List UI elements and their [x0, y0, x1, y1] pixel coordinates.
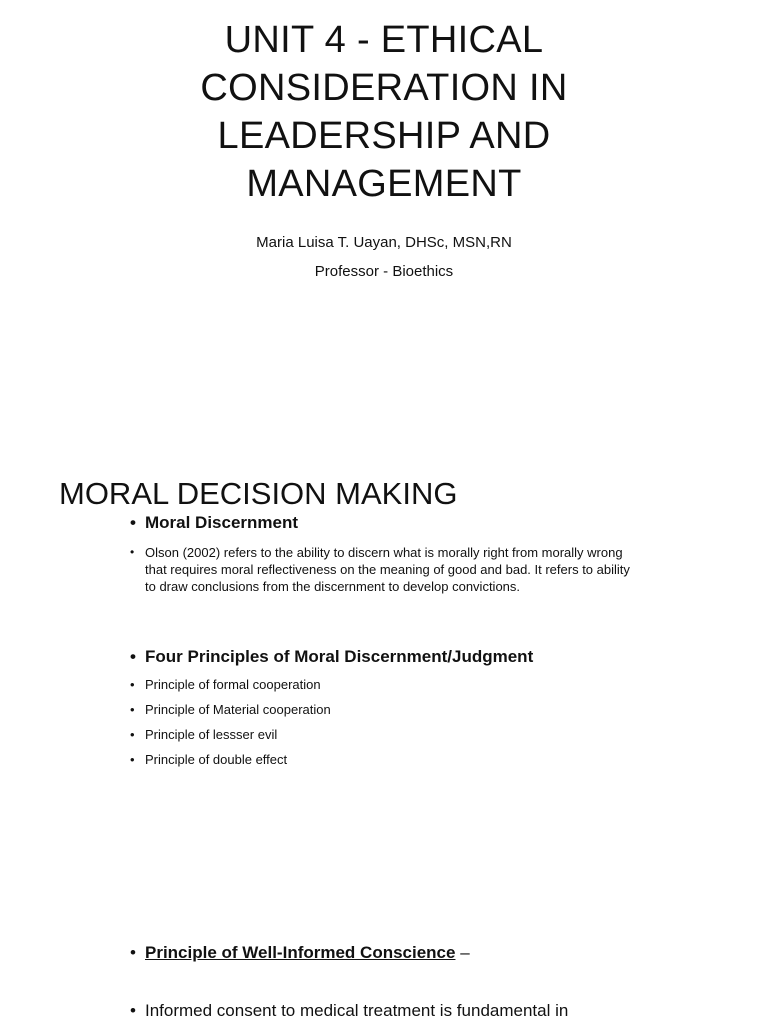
- bullet-dot: •: [130, 545, 135, 559]
- title-line: MANAGEMENT: [246, 163, 522, 205]
- bullet-dot: •: [130, 677, 135, 692]
- principle-text: Principle of lessser evil: [145, 727, 278, 742]
- bullet-moral-discernment: [130, 512, 298, 534]
- conscience-suffix: –: [455, 943, 470, 962]
- bullet-dot: •: [130, 647, 136, 666]
- title-line: CONSIDERATION IN: [200, 67, 568, 109]
- bullet-dot: •: [130, 1001, 136, 1020]
- principle-text: Principle of formal cooperation: [145, 677, 321, 692]
- principle-text: Principle of double effect: [145, 752, 288, 767]
- bullet-well-informed-conscience: [130, 942, 470, 964]
- conscience-label: Principle of Well-Informed Conscience: [145, 943, 456, 962]
- bullet-dot: •: [130, 752, 135, 767]
- bullet-label: Four Principles of Moral Discernment/Judgment: [145, 647, 534, 666]
- principle-item: [130, 701, 331, 718]
- bullet-dot: •: [130, 727, 135, 742]
- slide-title: [150, 16, 618, 208]
- description-text: Olson (2002) refers to the ability to discern what is morally right from morally wrong that requires moral reflectiveness on the meaning of good and bad. It refers to ability to draw conclusions from the discernment to develop convictions.: [145, 545, 630, 594]
- title-line: LEADERSHIP AND: [217, 115, 551, 157]
- title-line: UNIT 4 - ETHICAL: [224, 19, 544, 61]
- slide-heading: MORAL DECISION MAKING: [59, 476, 458, 511]
- principle-item: [130, 676, 321, 693]
- principle-item: [130, 726, 277, 743]
- discernment-description: [130, 544, 630, 595]
- bullet-four-principles: [130, 646, 533, 668]
- moral-decision-slide: [0, 460, 768, 1024]
- bullet-dot: •: [130, 702, 135, 717]
- bullet-dot: •: [130, 513, 136, 532]
- bullet-dot: •: [130, 943, 136, 962]
- title-slide: [0, 0, 768, 440]
- bullet-informed-consent: [130, 1000, 650, 1022]
- author-name: Maria Luisa T. Uayan, DHSc, MSN,RN: [256, 234, 512, 251]
- author-role: Professor - Bioethics: [314, 263, 454, 280]
- principle-text: Principle of Material cooperation: [145, 702, 331, 717]
- consent-text: Informed consent to medical treatment is fundamental in: [145, 1001, 569, 1020]
- principle-item: [130, 751, 287, 768]
- bullet-label: Moral Discernment: [145, 513, 299, 532]
- author-block: [150, 228, 618, 286]
